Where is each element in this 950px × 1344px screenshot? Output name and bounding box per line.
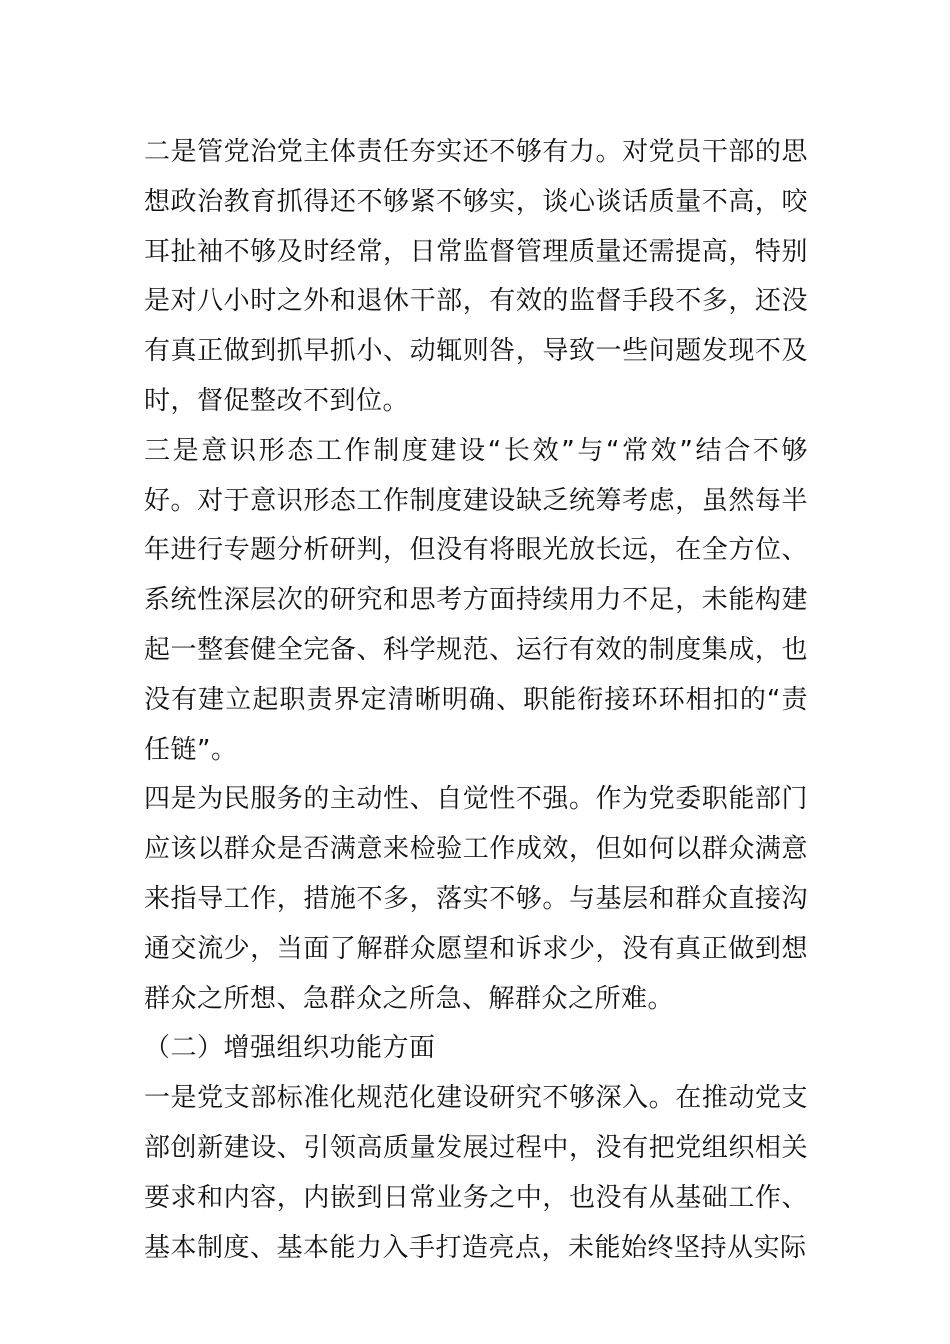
paragraph-ideology-system: 三是意识形态工作制度建设“长效”与“常效”结合不够好。对于意识形态工作制度建设缺乏统筹考虑，虽然每半年进行专题分析研判，但没有将眼光放长远，在全方位、系统性深层次的研究和思考方面持续用力不足，未能构建起一整套健全完备、科学规范、运行有效的制度集成，也没有建立起职责界定清晰明确、职能衔接环环相扣的“责任链”。: [144, 435, 808, 765]
paragraph-branch-standardization: 一是党支部标准化规范化建设研究不够深入。在推动党支部创新建设、引领高质量发展过程中，没有把党组织相关要求和内容，内嵌到日常业务之中，也没有从基础工作、基本制度、基本能力入手打造亮点，未能始终坚持从实际: [144, 1083, 808, 1263]
document-body: [144, 128, 808, 1273]
paragraph-management-responsibility: 二是管党治党主体责任夯实还不够有力。对党员干部的思想政治教育抓得还不够紧不够实，谈心谈话质量不高，咬耳扯袖不够及时经常，日常监督管理质量还需提高，特别是对八小时之外和退休干部，有效的监督手段不多，还没有真正做到抓早抓小、动辄则咎，导致一些问题发现不及时，督促整改不到位。: [144, 137, 808, 416]
paragraph-public-service: 四是为民服务的主动性、自觉性不强。作为党委职能部门应该以群众是否满意来检验工作成效，但如何以群众满意来指导工作，措施不多，落实不够。与基层和群众直接沟通交流少，当面了解群众愿望和诉求少，没有真正做到想群众之所想、急群众之所急、解群众之所难。: [144, 784, 808, 1014]
section-heading-organization-function: （二）增强组织功能方面: [144, 1033, 436, 1064]
